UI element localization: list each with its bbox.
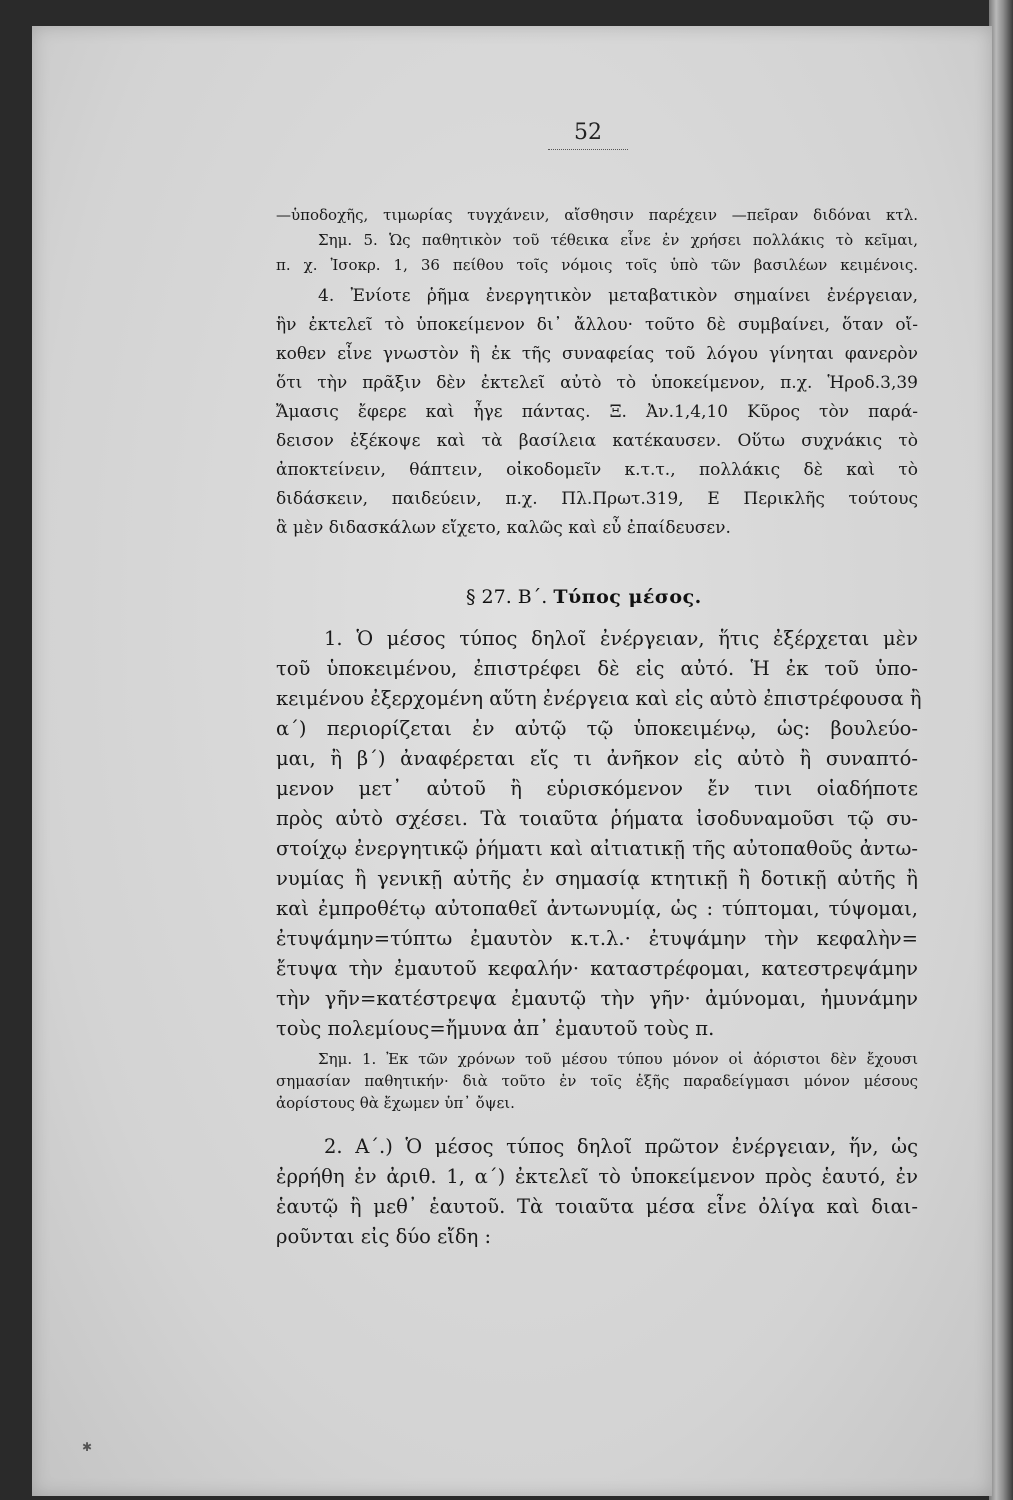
- text-line: π. χ. Ἰσοκρ. 1, 36 πείθου τοῖς νόμοις τοῖς ὑπὸ τῶν βασιλέων κειμένοις.: [276, 256, 918, 274]
- page-speck: ✱: [82, 1440, 93, 1454]
- section-number: § 27. Β΄.: [466, 586, 548, 608]
- page-number: 52: [548, 120, 628, 150]
- note-1: [276, 1048, 918, 1114]
- text-line: ἃ μὲν διδασκάλων εἴχετο, καλῶς καὶ εὖ ἐπαίδευσεν.: [276, 518, 731, 538]
- text-line: ροῦνται εἰς δύο εἴδη :: [276, 1225, 492, 1248]
- note-line: Σημ. 5. Ὡς παθητικὸν τοῦ τέθεικα εἶνε ἐν χρήσει πολλάκις τὸ κεῖμαι,: [318, 231, 918, 249]
- paragraph-2: [276, 1132, 918, 1252]
- text-line: 2. Α΄.) Ὁ μέσος τύπος δηλοῖ πρῶτον ἐνέργειαν, ἥν, ὡς: [324, 1135, 918, 1158]
- paragraph-1: [276, 624, 922, 1044]
- text-line: τὴν γῆν=κατέστρεψα ἐμαυτῷ τὴν γῆν· ἀμύνομαι, ἠμυνάμην: [276, 987, 918, 1010]
- text-line: ἣν ἐκτελεῖ τὸ ὑποκείμενον δι᾽ ἄλλου· τοῦτο δὲ συμβαίνει, ὅταν οἴ-: [276, 315, 918, 335]
- text-line: —ὑποδοχῆς, τιμωρίας τυγχάνειν, αἴσθησιν παρέχειν —πεῖραν διδόναι κτλ.: [276, 206, 918, 224]
- text-line: κειμένου ἐξερχομένη αὕτη ἐνέργεια καὶ εἰς αὐτὸ ἐπιστρέφουσα ἢ: [276, 687, 922, 710]
- text-line: ἀποκτείνειν, θάπτειν, οἰκοδομεῖν κ.τ.τ., πολλάκις δὲ καὶ τὸ: [276, 460, 918, 480]
- text-line: α΄) περιορίζεται ἐν αὐτῷ τῷ ὑποκειμένῳ, ὡς: βουλεύο-: [276, 717, 918, 740]
- text-line: 4. Ἐνίοτε ῥῆμα ἐνεργητικὸν μεταβατικὸν σημαίνει ἐνέργειαν,: [318, 286, 918, 306]
- text-line: κοθεν εἶνε γνωστὸν ἢ ἐκ τῆς συναφείας τοῦ λόγου γίνηται φανερὸν: [276, 344, 918, 364]
- section-heading: [466, 586, 702, 608]
- text-line: ἐρρήθη ἐν ἀριθ. 1, α΄) ἐκτελεῖ τὸ ὑποκείμενον πρὸς ἑαυτό, ἐν: [276, 1165, 918, 1188]
- text-line: καὶ ἐμπροθέτῳ αὐτοπαθεῖ ἀντωνυμίᾳ, ὡς : τύπτομαι, τύψομαι,: [276, 897, 918, 920]
- text-line: μαι, ἢ β΄) ἀναφέρεται εἴς τι ἀνῆκον εἰς αὐτὸ ἢ συναπτό-: [276, 747, 918, 770]
- note-line: σημασίαν παθητικήν· διὰ τοῦτο ἐν τοῖς ἑξῆς παραδείγμασι μόνον μέσους: [276, 1072, 918, 1090]
- note-line: Σημ. 1. Ἐκ τῶν χρόνων τοῦ μέσου τύπου μόνον οἱ ἀόριστοι δὲν ἔχουσι: [318, 1050, 918, 1068]
- text-line: νυμίας ἢ γενικῇ αὐτῆς ἐν σημασίᾳ κτητικῇ ἢ δοτικῇ αὐτῆς ἢ: [276, 867, 918, 890]
- text-line: Ἄμασις ἔφερε καὶ ἦγε πάντας. Ξ. Ἀν.1,4,10 Κῦρος τὸν παρά-: [276, 402, 918, 422]
- text-line: ὅτι τὴν πρᾶξιν δὲν ἐκτελεῖ αὐτὸ τὸ ὑποκείμενον, π.χ. Ἡροδ.3,39: [276, 373, 918, 393]
- adjacent-page-edge: [989, 0, 1013, 1500]
- text-line: διδάσκειν, παιδεύειν, π.χ. Πλ.Πρωτ.319, Ε Περικλῆς τούτους: [276, 489, 918, 509]
- section-title: Τύπος μέσος.: [553, 586, 702, 608]
- text-line: δεισον ἐξέκοψε καὶ τὰ βασίλεια κατέκαυσεν. Οὕτω συχνάκις τὸ: [276, 431, 918, 451]
- text-line: στοίχῳ ἐνεργητικῷ ῥήματι καὶ αἰτιατικῇ τῆς αὐτοπαθοῦς ἀντω-: [276, 837, 918, 860]
- text-line: ἐτυψάμην=τύπτω ἐμαυτὸν κ.τ.λ.· ἐτυψάμην τὴν κεφαλὴν=: [276, 927, 918, 950]
- text-line: τοῦ ὑποκειμένου, ἐπιστρέφει δὲ εἰς αὐτό. Ἡ ἐκ τοῦ ὑπο-: [276, 657, 918, 680]
- text-line: πρὸς αὐτὸ σχέσει. Τὰ τοιαῦτα ῥήματα ἰσοδυναμοῦσι τῷ συ-: [276, 807, 918, 830]
- text-line: 1. Ὁ μέσος τύπος δηλοῖ ἐνέργειαν, ἥτις ἐξέρχεται μὲν: [324, 627, 918, 650]
- text-line: ἑαυτῷ ἢ μεθ᾽ ἑαυτοῦ. Τὰ τοιαῦτα μέσα εἶνε ὀλίγα καὶ διαι-: [276, 1195, 918, 1218]
- continuation-block: [276, 205, 918, 276]
- text-line: ἔτυψα τὴν ἐμαυτοῦ κεφαλήν· καταστρέφομαι, κατεστρεψάμην: [276, 957, 918, 980]
- text-line: τοὺς πολεμίους=ἤμυνα ἀπ᾽ ἐμαυτοῦ τοὺς π.: [276, 1017, 715, 1040]
- text-line: μενον μετ᾽ αὐτοῦ ἢ εὑρισκόμενον ἔν τινι οἱαδήποτε: [276, 777, 918, 800]
- paragraph-4: [276, 282, 918, 543]
- note-line: ἀορίστους θὰ ἔχωμεν ὑπ᾽ ὄψει.: [276, 1094, 515, 1112]
